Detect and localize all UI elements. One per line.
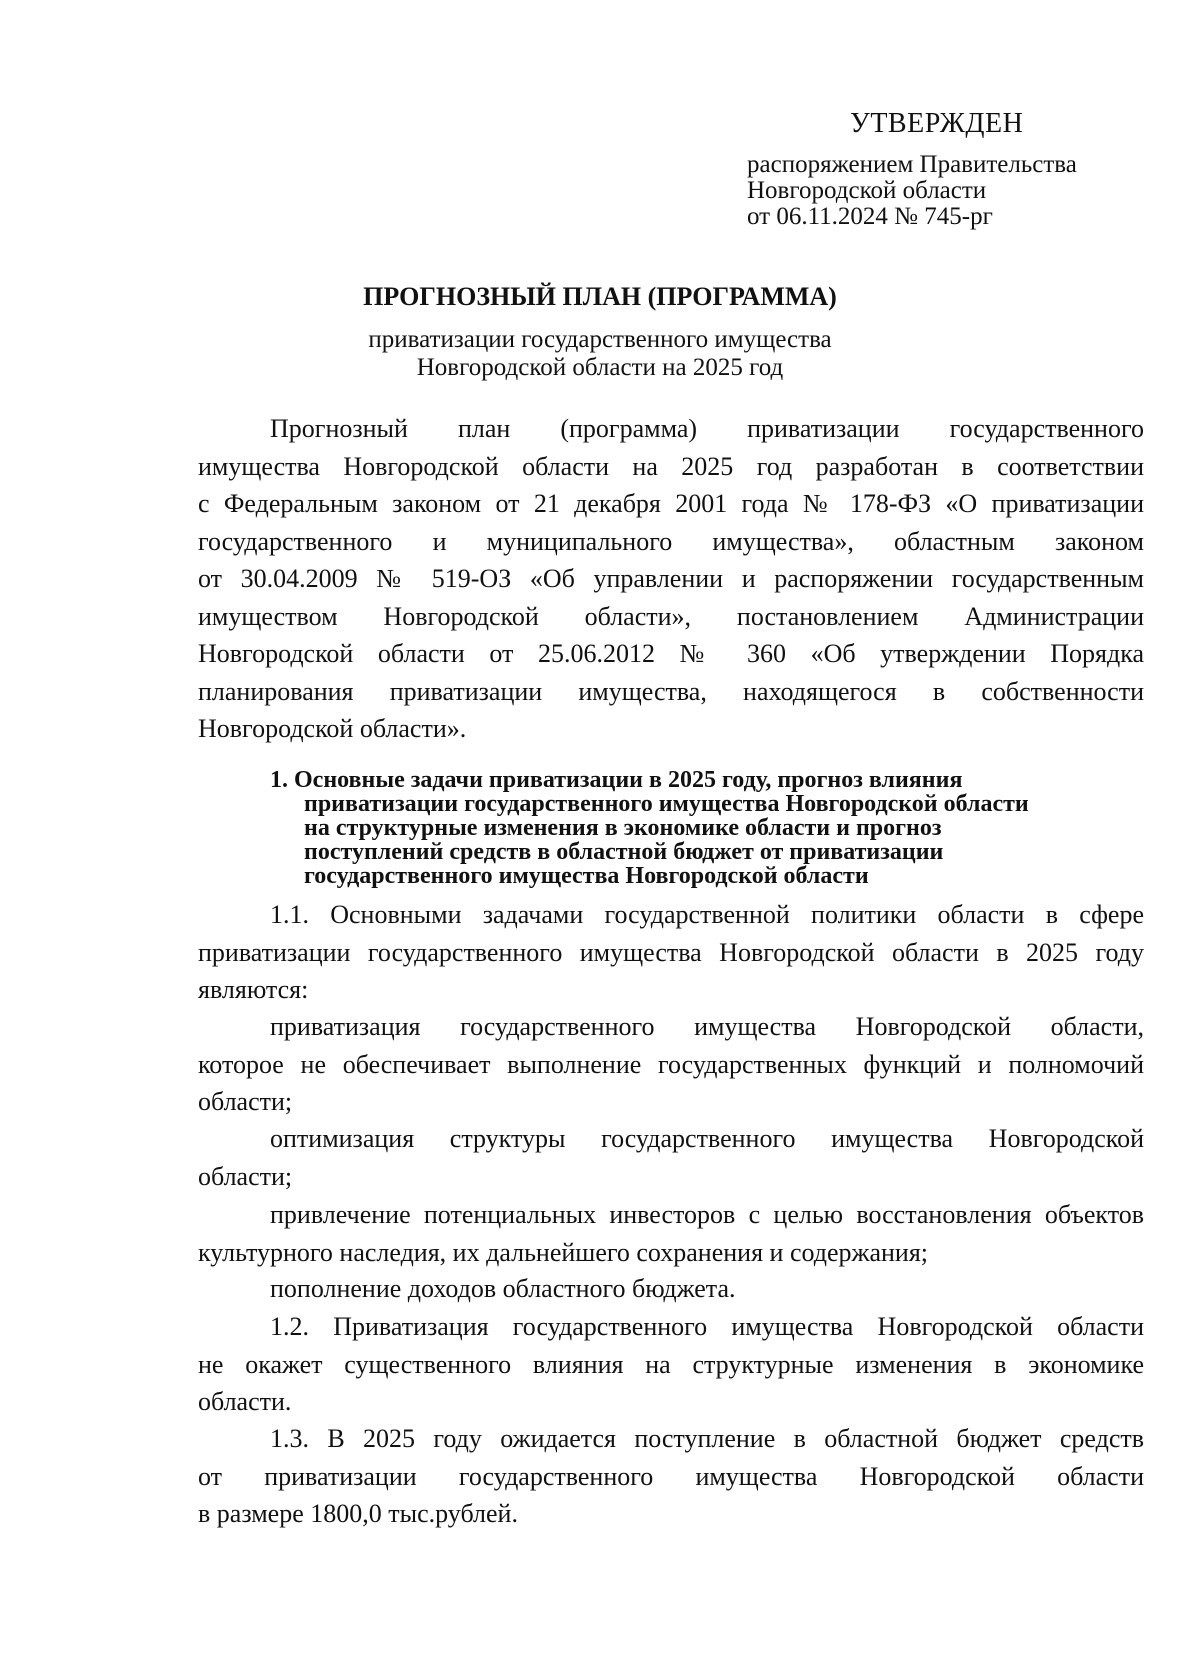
task-item bbox=[198, 1196, 1144, 1271]
paragraph-line: от 30.04.2009 № 519-ОЗ «Об управлении и распоряжении государственным bbox=[198, 564, 1144, 593]
approval-line: Новгородской области bbox=[747, 177, 987, 204]
approval-line: распоряжением Правительства bbox=[747, 151, 1077, 178]
paragraph-line: с Федеральным законом от 21 декабря 2001 года № 178-ФЗ «О приватизации bbox=[198, 489, 1144, 518]
task-item bbox=[198, 1120, 1144, 1195]
section-heading-line: поступлений средств в областной бюджет от приватизации bbox=[304, 839, 944, 865]
paragraph-line: приватизации государственного имущества Новгородской области в 2025 году bbox=[198, 937, 1144, 967]
paragraph-line: являются: bbox=[198, 975, 309, 1004]
paragraph-line: культурного наследия, их дальнейшего сохранения и содержания; bbox=[198, 1237, 929, 1267]
plan-title: ПРОГНОЗНЫЙ ПЛАН (ПРОГРАММА) bbox=[363, 282, 837, 311]
paragraph-line: которое не обеспечивает выполнение государственных функций и полномочий bbox=[198, 1049, 1144, 1079]
paragraph-line: имущества Новгородской области на 2025 год разработан в соответствии bbox=[198, 451, 1144, 481]
paragraph-line: области; bbox=[198, 1087, 293, 1116]
approval-title: УТВЕРЖДЕН bbox=[850, 108, 1024, 139]
section-heading-line: на структурные изменения в экономике области и прогноз bbox=[304, 815, 942, 841]
paragraph-1-3 bbox=[198, 1420, 1144, 1533]
task-item bbox=[198, 1270, 1144, 1308]
section-heading-line: государственного имущества Новгородской области bbox=[304, 863, 869, 889]
paragraph-line: от приватизации государственного имущества Новгородской области bbox=[198, 1461, 1144, 1491]
paragraph-line: 1.1. Основными задачами государственной политики области в сфере bbox=[270, 900, 1144, 929]
paragraph-line: 1.2. Приватизация государственного имущества Новгородской области bbox=[270, 1312, 1144, 1341]
section-heading bbox=[270, 768, 1029, 888]
paragraph-line: приватизация государственного имущества Новгородской области, bbox=[270, 1012, 1144, 1041]
plan-subtitle-line: Новгородской области на 2025 год bbox=[416, 354, 784, 381]
paragraph-line: Новгородской области от 25.06.2012 № 360 «Об утверждении Порядка bbox=[198, 639, 1144, 668]
paragraph-line: планирования приватизации имущества, находящегося в собственности bbox=[198, 676, 1144, 706]
paragraph-1-1 bbox=[198, 896, 1144, 1009]
paragraph-line: имуществом Новгородской области», постановлением Администрации bbox=[198, 601, 1144, 631]
approval-line: от 06.11.2024 № 745-рг bbox=[747, 203, 993, 230]
task-item bbox=[198, 1008, 1144, 1121]
paragraph-line: 1.3. В 2025 году ожидается поступление в областной бюджет средств bbox=[270, 1424, 1144, 1453]
plan-subtitle-line: приватизации государственного имущества bbox=[368, 326, 832, 353]
paragraph-line: в размере 1800,0 тыс.рублей. bbox=[198, 1499, 518, 1528]
paragraph-line: государственного и муниципального имущества», областным законом bbox=[198, 526, 1144, 556]
approval-block bbox=[747, 152, 1077, 230]
plan-subtitle bbox=[0, 326, 1200, 382]
paragraph-1-2 bbox=[198, 1308, 1144, 1421]
section-heading-line: 1. Основные задачи приватизации в 2025 году, прогноз влияния bbox=[270, 767, 963, 793]
paragraph-line: оптимизация структуры государственного имущества Новгородской bbox=[270, 1124, 1144, 1153]
paragraph-line: Новгородской области». bbox=[198, 714, 467, 743]
paragraph-line: Прогнозный план (программа) приватизации государственного bbox=[270, 414, 1144, 443]
paragraph-line: привлечение потенциальных инвесторов с целью восстановления объектов bbox=[270, 1200, 1144, 1229]
paragraph-line: пополнение доходов областного бюджета. bbox=[270, 1274, 736, 1303]
paragraph-line: не окажет существенного влияния на структурные изменения в экономике bbox=[198, 1349, 1144, 1379]
paragraph-line: области; bbox=[198, 1161, 293, 1191]
intro-paragraph bbox=[198, 410, 1144, 748]
paragraph-line: области. bbox=[198, 1387, 292, 1416]
section-heading-line: приватизации государственного имущества Новгородской области bbox=[304, 791, 1029, 817]
